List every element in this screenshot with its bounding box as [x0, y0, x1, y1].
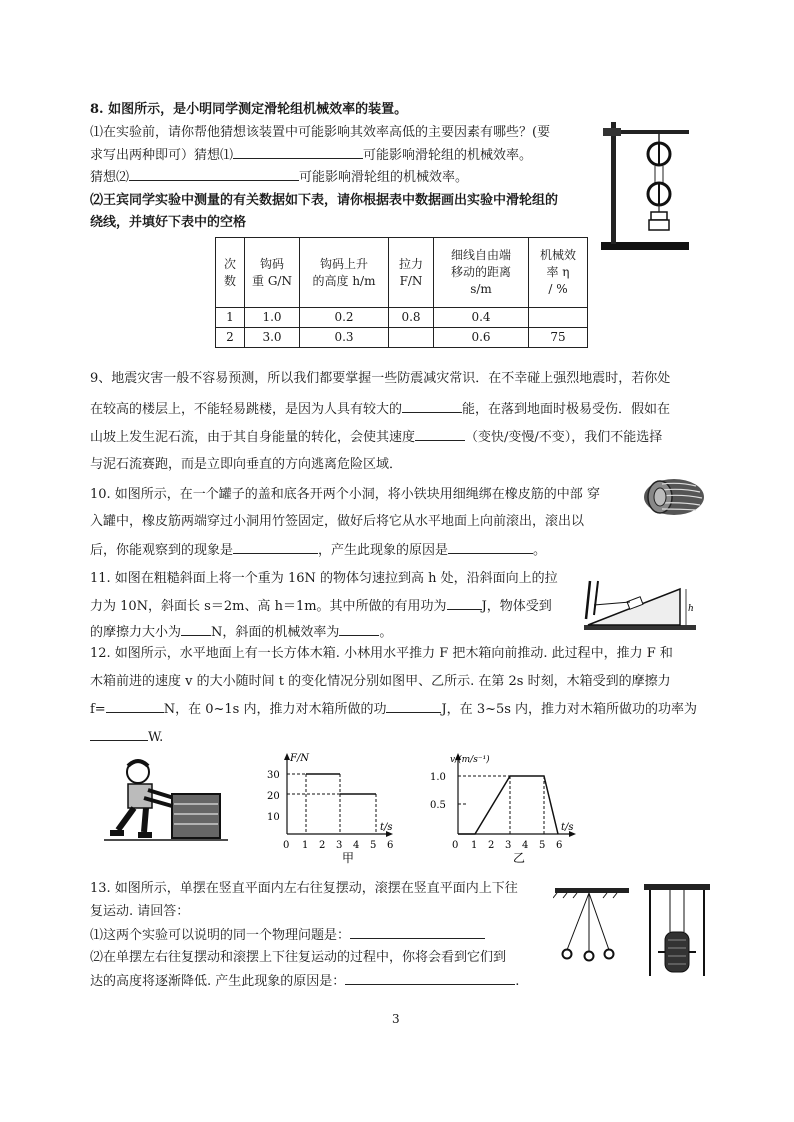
header-cell: 钩码 重 G/N	[245, 238, 300, 308]
table-row	[216, 308, 588, 328]
q11-answer-blank-1[interactable]	[447, 597, 482, 610]
weight-block	[651, 212, 667, 220]
weight-block	[649, 220, 669, 230]
x-tick-label: 4	[522, 840, 529, 851]
stand-rod	[611, 122, 616, 244]
table-cell-empty[interactable]	[389, 328, 434, 348]
header-cell: 机械效 率 η / %	[529, 238, 588, 308]
header-cell: 次 数	[216, 238, 245, 308]
q9-line2: 在较高的楼层上，不能轻易跳楼，是因为人具有较大的 能，在落到地面时极易受伤．假如在	[90, 402, 671, 417]
pulling-hand	[586, 581, 590, 619]
q11-line3: 的摩擦力大小为 N，斜面的机械效率为 。	[90, 625, 393, 640]
q10-answer-blank-2[interactable]	[448, 541, 533, 554]
y-axis-label: F/N	[290, 753, 310, 764]
table-cell: 3.0	[245, 328, 300, 348]
q12-line2: 木箱前进的速度 v 的大小随时间 t 的变化情况分别如图甲、乙所示. 在第 2s 时刻，木箱受到的摩擦力	[90, 674, 671, 689]
x-tick-label: 4	[353, 840, 360, 851]
q8-answer-blank-2[interactable]	[129, 168, 299, 181]
q11-line2: 力为 10N，斜面长 s＝2m、高 h＝1m。其中所做的有用功为 J，物体受到	[90, 599, 552, 614]
table-cell: 1.0	[245, 308, 300, 328]
height-label: h	[688, 604, 694, 614]
q8-part2-line2: 绕线，并填好下表中的空格	[90, 215, 247, 230]
q11-line1: 11. 如图在粗糙斜面上将一个重为 16N 的物体匀速拉到高 h 处，沿斜面向上的拉	[90, 571, 558, 586]
q9-line4: 与泥石流赛跑，而是立即向垂直的方向逃离危险区域．	[90, 457, 403, 472]
wheel	[665, 932, 689, 972]
boy-pushing-box-figure	[104, 758, 234, 848]
q8-part1-line3: 猜想⑵ 可能影响滑轮组的机械效率。	[90, 170, 469, 185]
pendulum-bob	[563, 950, 572, 959]
table-cell: 0.3	[300, 328, 389, 348]
graph-caption: 乙	[513, 851, 526, 864]
table-header-row	[216, 238, 588, 308]
table-cell: 0.8	[389, 308, 434, 328]
pendulum-bob	[585, 952, 594, 961]
y-tick-label: 1.0	[430, 772, 446, 783]
q11-answer-blank-2[interactable]	[181, 623, 211, 636]
x-tick-label: 0	[283, 840, 290, 851]
stand-arm	[611, 130, 689, 134]
q13-line5: 达的高度将逐渐降低. 产生此现象的原因是： .	[90, 974, 520, 989]
q12-line4: W.	[90, 728, 163, 746]
rolling-can-figure	[640, 476, 710, 518]
q8-title: 8. 如图所示，是小明同学测定滑轮组机械效率的装置。	[90, 102, 408, 117]
force-time-graph	[262, 752, 402, 864]
header-cell: 细线自由端 移动的距离 s/m	[434, 238, 529, 308]
q9-line3: 山坡上发生泥石流，由于其自身能量的转化，会使其速度 （变快/变慢/不变），我们不能选择	[90, 430, 663, 445]
x-axis-label: t/s	[561, 822, 574, 833]
q12-answer-blank-2[interactable]	[386, 700, 441, 713]
pendulum-support	[555, 888, 629, 893]
q12-answer-blank-3[interactable]	[90, 728, 148, 741]
x-tick-label: 2	[488, 840, 495, 851]
q8-part2-line1: ⑵王宾同学实验中测量的有关数据如下表，请你根据表中数据画出实验中滑轮组的	[90, 193, 559, 208]
q13-line3: ⑴这两个实验可以说明的同一个物理问题是：	[90, 926, 485, 944]
table-cell: 0.2	[300, 308, 389, 328]
boy-body	[128, 784, 152, 808]
table-cell: 1	[216, 308, 245, 328]
q8-part1-line1: ⑴在实验前，请你帮他猜想该装置中可能影响其效率高低的主要因素有哪些？(要	[90, 125, 551, 140]
q10-answer-blank-1[interactable]	[233, 541, 318, 554]
q8-data-table	[215, 237, 588, 348]
header-cell: 钩码上升 的高度 h/m	[300, 238, 389, 308]
x-tick-label: 5	[539, 840, 546, 851]
q8-answer-blank-1[interactable]	[233, 146, 363, 159]
table-cell: 2	[216, 328, 245, 348]
x-tick-label: 3	[505, 840, 512, 851]
pulley-stand-figure	[597, 114, 697, 254]
q13-answer-blank-1[interactable]	[350, 926, 485, 939]
x-tick-label: 1	[471, 840, 478, 851]
q13-answer-blank-2[interactable]	[345, 972, 515, 985]
q8-part1-line2: 求写出两种即可）猜想⑴ 可能影响滑轮组的机械效率。	[90, 148, 533, 163]
x-tick-label: 3	[336, 840, 343, 851]
velocity-line	[458, 776, 558, 834]
q10-line1: 10. 如图所示，在一个罐子的盖和底各开两个小洞，将小铁块用细绳绑在橡皮筋的中部 穿	[90, 487, 600, 502]
q11-answer-blank-3[interactable]	[339, 623, 379, 636]
q12-answer-blank-1[interactable]	[106, 700, 164, 713]
header-cell: 拉力 F/N	[389, 238, 434, 308]
table-cell: 0.6	[434, 328, 529, 348]
graph-caption: 甲	[342, 851, 355, 864]
x-tick-label: 5	[370, 840, 377, 851]
q12-line1: 12. 如图所示，水平地面上有一长方体木箱. 小林用水平推力 F 把木箱向前推动. 此过程中，推力 F 和	[90, 646, 673, 661]
velocity-time-graph	[418, 752, 583, 864]
pendulum-figure	[553, 884, 633, 964]
q10-line2: 入罐中，橡皮筋两端穿过小洞用竹签固定，做好后将它从水平地面上向前滚出，滚出以	[90, 514, 585, 529]
q13-line4: ⑵在单摆左右往复摆动和滚摆上下往复运动的过程中，你将会看到它们到	[90, 950, 507, 965]
q9-answer-blank-1[interactable]	[402, 400, 462, 413]
q12-line3: f= N，在 0~1s 内，推力对木箱所做的功 J，在 3~5s 内，推力对木箱所做功的功率为	[90, 702, 698, 717]
x-tick-label: 1	[302, 840, 309, 851]
x-tick-label: 2	[319, 840, 326, 851]
q9-answer-blank-2[interactable]	[415, 428, 465, 441]
q10-line3: 后，你能观察到的现象是 ，产生此现象的原因是 。	[90, 543, 547, 558]
wooden-box	[172, 794, 220, 838]
table-row	[216, 328, 588, 348]
y-tick-label: 10	[267, 812, 280, 823]
x-tick-label: 0	[452, 840, 459, 851]
x-tick-label: 6	[387, 840, 394, 851]
q9-line1: 9、地震灾害一般不容易预测，所以我们都要掌握一些防震减灾常识．在不幸碰上强烈地震时，若你处	[90, 371, 671, 386]
q13-line1: 13. 如图所示，单摆在竖直平面内左右往复摆动，滚摆在竖直平面内上下往	[90, 881, 518, 896]
q13-line2: 复运动. 请回答：	[90, 904, 190, 919]
x-axis-label: t/s	[380, 822, 393, 833]
y-axis-label: v/(m/s⁻¹)	[450, 755, 490, 765]
table-cell-empty[interactable]	[529, 308, 588, 328]
x-tick-label: 6	[556, 840, 563, 851]
page-number: 3	[392, 1012, 400, 1026]
y-tick-label: 30	[267, 770, 280, 781]
table-cell: 0.4	[434, 308, 529, 328]
y-tick-label: 0.5	[430, 800, 446, 811]
pendulum-bob	[605, 950, 614, 959]
stand-clamp	[603, 128, 621, 136]
wheel-frame-top	[644, 884, 710, 890]
y-tick-label: 20	[267, 791, 280, 802]
rolling-wheel-figure	[642, 880, 714, 980]
table-cell: 75	[529, 328, 588, 348]
incline-figure	[580, 575, 705, 635]
